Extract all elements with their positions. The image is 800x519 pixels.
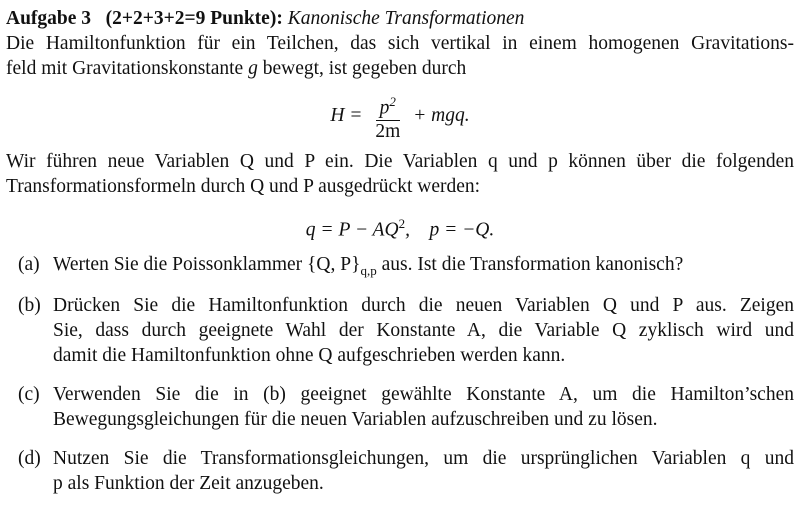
task-points: (2+2+3+2=9 Punkte): [105,8,283,29]
subtask-label: (b) [18,294,41,316]
transformation-equation: $q = P - AQ^2$, p = −Q. [305,215,495,240]
task-number: Aufgabe 3 [6,8,92,29]
subtask-d: (d) Nutzen Sie die Transformationsgleichungen, um die ursprünglichen Variablen q und p als Funktion der Zeit anzugeben. [18,447,794,494]
hamiltonian-equation: H = $\frac{p^2}{2m}$ + mgq. [6,91,794,143]
intro-line-1: Die Hamiltonfunktion für ein Teilchen, das sich vertikal in einem homogenen Gravitations- [6,33,794,54]
subtask-label: (c) [18,383,40,405]
intro-line-2: feld mit Gravitationskonstante g bewegt, ist gegeben durch [6,58,467,79]
gravity-constant: g [248,58,258,79]
subtask-b: (b) Drücken Sie die Hamiltonfunktion durch die neuen Variablen Q und P aus. Zeigen Sie, dass durch geeignete Wahl der Konstante A, die Variable Q zyklisch wird und damit die Hamiltonfunktion ohne Q aufgeschrieben werden kann. [18,294,794,366]
subtask-label: (d) [18,447,41,469]
fraction: $\frac{p^2}{2m}$ [371,91,404,143]
exercise-sheet [6,6,794,496]
para2-line-1: Wir führen neue Variablen Q und P ein. Die Variablen q und p können über die folgenden [6,150,794,172]
task-topic: Kanonische Transformationen [287,8,525,29]
subtask-a: (a) Werten Sie die Poissonklammer {Q, $P\}_{q,p}$ aus. Ist die Transformation kanonisch? [18,254,684,278]
para2-line-2: Transformationsformeln durch Q und P ausgedrückt werden: [6,175,481,197]
subtask-label: (a) [18,254,40,275]
subtask-c: (c) Verwenden Sie die in (b) geeignet gewählte Konstante A, um die Hamilton’schen Bewegungsgleichungen für die neuen Variablen aufzuschreiben und zu lösen. [18,383,794,430]
exercise-heading [6,6,794,31]
